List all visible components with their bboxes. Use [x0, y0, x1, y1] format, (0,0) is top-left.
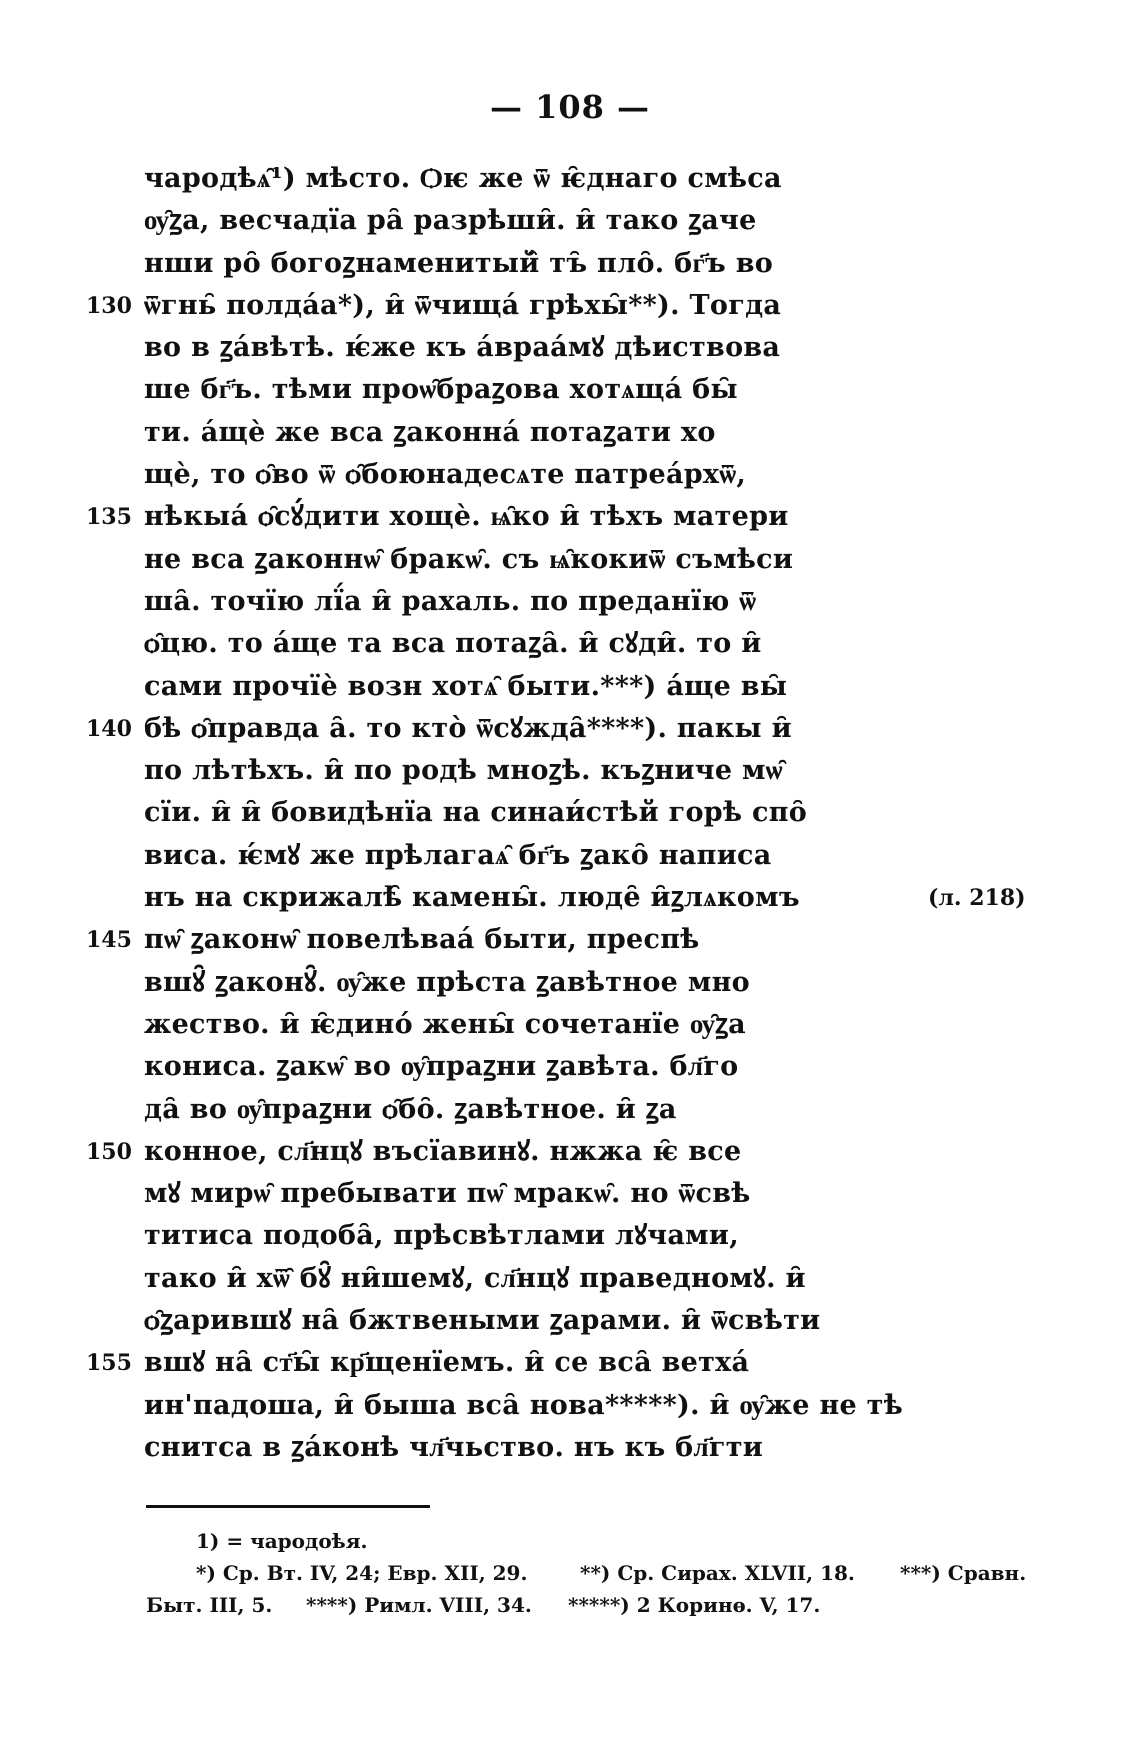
text-line	[0, 200, 1140, 242]
line-text: ѻ̑цю. то а́ще та вса потаꙁа̑. и̑ сꙋди̑. то и̑	[144, 628, 762, 660]
text-line	[0, 412, 1140, 454]
text-line	[0, 581, 1140, 623]
margin-folio-note: (л. 218)	[928, 885, 1026, 912]
line-number: 130	[86, 292, 132, 319]
footnote-line	[0, 1589, 1140, 1621]
line-text: ша̑. точїю лї́а и̑ рахаль. по преданїю ѿ	[144, 585, 757, 617]
text-line	[0, 835, 1140, 877]
line-text: тако и̑ хѿ̑ бꙋ̑ ни̑шемꙋ, сл҃нцꙋ праведномꙋ. и̑	[144, 1262, 806, 1294]
text-line	[0, 369, 1140, 411]
line-text: не вса ꙁаконнѡ̑ бракѡ̑. съ ѩ̑кокиѿ съмѣси	[144, 543, 794, 575]
footnote-line	[0, 1557, 1140, 1589]
footnote-star-4: ****) Римл. VIII, 34.	[306, 1593, 532, 1617]
text-line	[0, 962, 1140, 1004]
footnote-divider	[146, 1505, 430, 1508]
footnote-1: 1) = чародоѣя.	[196, 1529, 368, 1553]
text-line	[0, 1004, 1140, 1046]
line-text: нъ на скрижалѣ̑ камены̑. люде̑ и̑ꙁлѧкомъ	[144, 882, 800, 914]
line-text: нши ро̑ богоꙁнаменитый̑ тъ̑ пло̑. бг҃ъ во	[144, 247, 774, 279]
text-line	[0, 750, 1140, 792]
line-text: по лѣтѣхъ. и̑ по родѣ мноꙁѣ. къꙁниче мѡ̑	[144, 755, 783, 787]
text-line	[0, 158, 1140, 200]
line-text: ти. а́щѐ же вса ꙁаконна́ потаꙁати хо	[144, 416, 716, 448]
line-text: ѻ̑ꙁарившꙋ на̑ бжтвеными ꙁарами. и̑ ѿсвѣти	[144, 1305, 821, 1337]
text-line	[0, 623, 1140, 665]
text-line	[0, 666, 1140, 708]
text-line	[0, 285, 1140, 327]
page-number: — 108 —	[489, 88, 651, 126]
text-line	[0, 243, 1140, 285]
footnote-star-3-continued: Быт. III, 5.	[146, 1593, 273, 1617]
line-text: нѣкыа́ ѻ̑сꙋ́дити хощѐ. ѩ̑ко и̑ тѣхъ матери	[144, 501, 789, 533]
text-line	[0, 1215, 1140, 1257]
line-text: да̑ во ѹ̑праꙁни ѻ̑бо̑. ꙁавѣтное. и̑ ꙁа	[144, 1093, 677, 1125]
text-line	[0, 496, 1140, 538]
footnote-line	[0, 1525, 1140, 1557]
line-text: титиса подоба̑, прѣсвѣтлами лꙋчами,	[144, 1220, 739, 1252]
line-text: чародѣѧ̑¹) мѣсто. Ѻѥ же ѿ ѥ̑днаго смѣса	[144, 163, 782, 194]
line-text: вшꙋ на̑ ст҃ы̑ кр҃щенїемъ. и̑ се вса̑ ветха́	[144, 1347, 750, 1379]
line-text: снитса в ꙁа́конѣ чл҃чьство. нъ къ бл҃гти	[144, 1431, 764, 1463]
line-text: ше бг҃ъ. тѣми проѡ̑браꙁова хотѧща́ бы̑	[144, 374, 738, 406]
text-line	[0, 1300, 1140, 1342]
line-number: 145	[86, 927, 132, 954]
text-line	[0, 1385, 1140, 1427]
line-text: кониса. ꙁакѡ̑ во ѹ̑праꙁни ꙁавѣта. бл҃го	[144, 1051, 739, 1083]
line-text: сами прочїѐ возн хотѧ̑ быти.***) а́ще вы̑	[144, 670, 788, 702]
text-line	[0, 792, 1140, 834]
text-line	[0, 919, 1140, 961]
line-number: 150	[86, 1138, 132, 1165]
line-text: конное, сл҃нцꙋ въсїавинꙋ. нжжа ѥ̑ все	[144, 1135, 742, 1167]
line-text: бѣ ѻ̑правда а̑. то кто̀ ѿсꙋжда̑****). пакы и̑	[144, 712, 792, 744]
text-line	[0, 1258, 1140, 1300]
line-text: сїи. и̑ и̑ бовидѣнїа на синаи́стѣй горѣ спо̑	[144, 797, 808, 829]
line-number: 155	[86, 1350, 132, 1377]
text-line	[0, 1089, 1140, 1131]
line-text: щѐ, то ѻ̑во ѿ ѻ̑боюнадесѧте патреа́рхѿ,	[144, 459, 747, 491]
main-text	[0, 158, 1140, 1469]
footnote-star-1: *) Ср. Вт. IV, 24; Евр. XII, 29.	[196, 1561, 528, 1585]
line-text: пѡ̑ ꙁаконѡ̑ повелѣваа́ быти, преспѣ	[144, 924, 700, 956]
footnote-star-5: *****) 2 Коринѳ. V, 17.	[568, 1593, 821, 1617]
text-line	[0, 454, 1140, 496]
line-text: вшꙋ̑ ꙁаконꙋ̑. ѹ̑же прѣста ꙁавѣтное мно	[144, 966, 750, 998]
line-number: 140	[86, 715, 132, 742]
line-text: жество. и̑ ѥ̑дино́ жены̑ сочетанїе ѹ̑ꙁа	[144, 1008, 746, 1040]
line-text: мꙋ мирѡ̑ пребывати пѡ̑ мракѡ̑. но ѿсвѣ	[144, 1178, 751, 1210]
footnotes	[0, 1525, 1140, 1621]
line-text: ин'падоша, и̑ быша вса̑ нова*****). и̑ ѹ̑же не тѣ	[144, 1389, 903, 1421]
footnote-star-3: ***) Сравн.	[900, 1561, 1027, 1585]
footnote-star-2: **) Ср. Сирах. XLVII, 18.	[580, 1561, 855, 1585]
text-line	[0, 877, 1140, 919]
text-line	[0, 1427, 1140, 1469]
line-text: виса. ѥ́мꙋ же прѣлагаѧ̑ бг҃ъ ꙁако̑ написа	[144, 839, 772, 871]
line-text: во в ꙁа́вѣтѣ. ѥ́же къ а́враа́мꙋ дѣиствова	[144, 332, 781, 364]
text-line	[0, 1342, 1140, 1384]
text-line	[0, 327, 1140, 369]
line-text: ѹ̑ꙁа, весчадїа ра̑ разрѣши̑. и̑ тако ꙁаче	[144, 205, 757, 237]
line-text: ѿгнь̑ полда́а*), и̑ ѿчища́ грѣхы̑**). Тогда	[144, 289, 782, 321]
text-line	[0, 1173, 1140, 1215]
text-line	[0, 708, 1140, 750]
line-number: 135	[86, 504, 132, 531]
text-line	[0, 1046, 1140, 1088]
text-line	[0, 1131, 1140, 1173]
text-line	[0, 539, 1140, 581]
